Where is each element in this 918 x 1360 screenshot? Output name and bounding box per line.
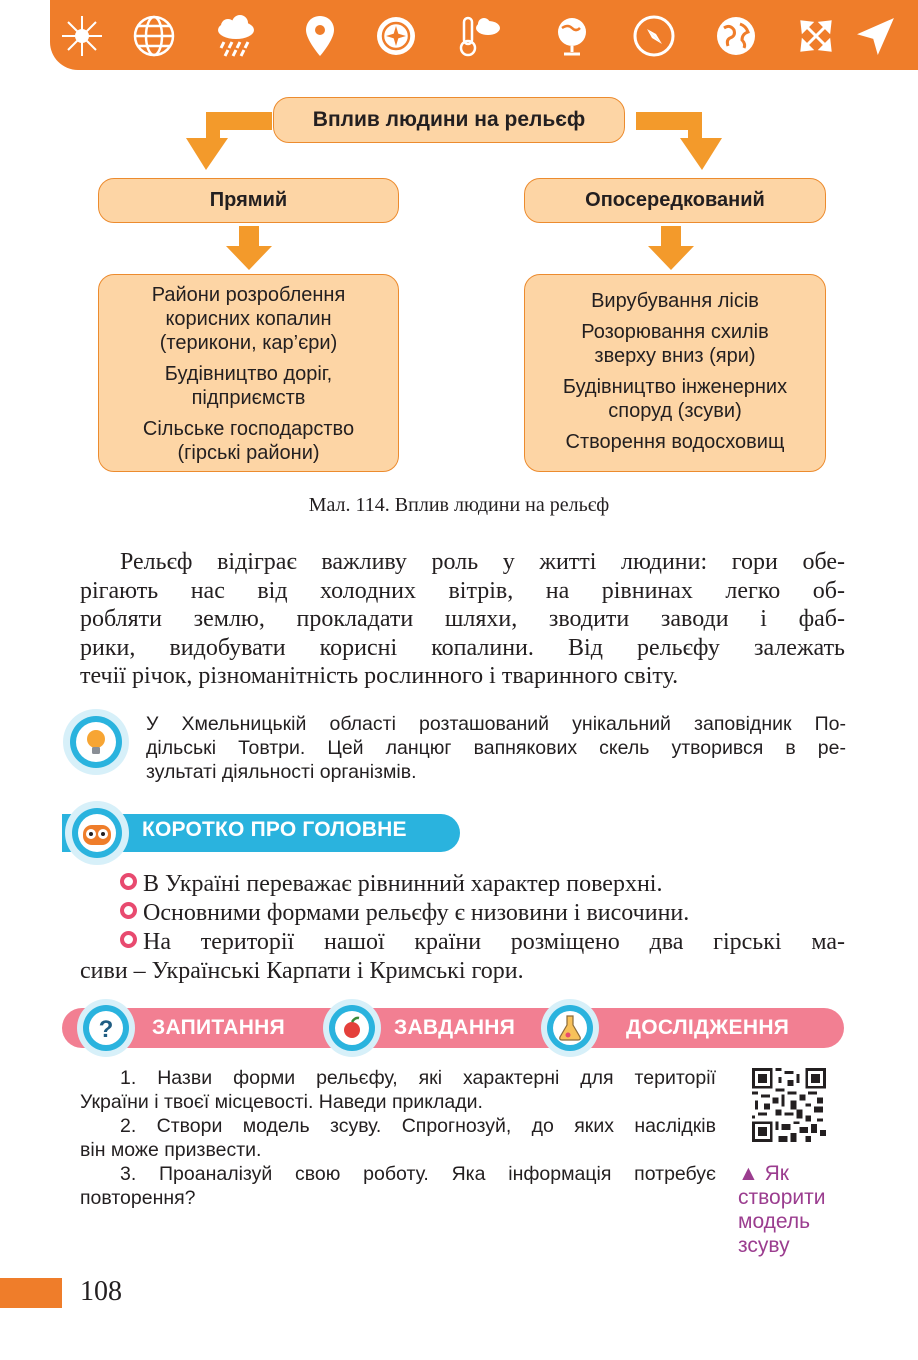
thermometer-cloud-icon [456, 12, 504, 60]
question-mark-icon [76, 998, 136, 1058]
qr-code-icon[interactable] [752, 1068, 826, 1142]
fact-line: У Хмельницькій області розташований унікальний заповідник По- [146, 713, 846, 735]
bullet-icon [120, 931, 137, 948]
questions-label: ЗАПИТАННЯ [152, 1016, 286, 1039]
summary-title: КОРОТКО ПРО ГОЛОВНЕ [142, 818, 407, 841]
fact-text [146, 712, 846, 784]
diagram-title: Вплив людини на рельєф [273, 97, 625, 143]
flask-icon [540, 998, 600, 1058]
arrow-left-icon [172, 108, 272, 172]
lightbulb-icon [62, 708, 130, 776]
diagram-item: Райони розроблення корисних копалин (терикони, кар’єри) [151, 284, 346, 354]
globe-grid-icon [130, 12, 178, 60]
location-pin-icon [296, 12, 344, 60]
qr-caption[interactable] [738, 1162, 848, 1258]
question-line: він може призвести. [80, 1139, 262, 1161]
diagram-item: Розорювання схилів зверху вниз (яри) [581, 321, 769, 367]
svg-text:?: ? [98, 1016, 114, 1043]
question-line: 1. Назви форми рельєфу, які характерні для території [120, 1067, 716, 1089]
diagram-item: Створення водосховищ [565, 431, 785, 453]
qr-caption-line: зсуву [738, 1234, 790, 1257]
qr-caption-line: модель [738, 1210, 811, 1233]
summary-bullet-text: сиви – Українські Карпати і Кримські гори. [80, 958, 524, 984]
fact-line: зультаті діяльності організмів. [146, 761, 417, 783]
direct-list [98, 274, 399, 472]
arrow-down-icon [648, 226, 694, 270]
rain-cloud-icon [212, 12, 260, 60]
arrow-down-icon [226, 226, 272, 270]
diagram-item: Вирубування лісів [591, 290, 759, 312]
arrow-right-icon [636, 108, 736, 172]
diagram-item: Будівництво доріг, підприємств [164, 363, 333, 409]
fact-line: дільські Товтри. Цей ланцюг вапнякових скель утворився в ре- [146, 737, 846, 759]
compass-rose-icon [58, 12, 106, 60]
summary-bullet-text: На території нашої країни розміщено два гірські ма- [143, 929, 845, 955]
directions-arrows-icon [792, 12, 840, 60]
tasks-label: ЗАВДАННЯ [394, 1016, 516, 1039]
direct-heading: Прямий [98, 178, 399, 223]
owl-icon [64, 800, 130, 866]
question-line: 3. Проаналізуй свою роботу. Яка інформація потребує [120, 1163, 716, 1185]
qr-caption-line: ▲ Як [738, 1162, 789, 1185]
summary-bullet-text: В Україні переважає рівнинний характер поверхні. [143, 871, 663, 897]
question-line: повторення? [80, 1187, 196, 1209]
main-paragraph [80, 548, 845, 691]
diagram-item: Сільське господарство (гірські райони) [142, 418, 355, 464]
indirect-list [524, 274, 826, 472]
research-label: ДОСЛІДЖЕННЯ [626, 1016, 790, 1039]
summary-bullet-line [80, 928, 845, 957]
paragraph-line: течії річок, різноманітність рослинного і тваринного світу. [80, 663, 679, 690]
summary-bullets [80, 870, 845, 986]
desk-globe-icon [548, 12, 596, 60]
paragraph-line: робляти землю, прокладати шляхи, зводити заводи і фаб- [80, 606, 845, 633]
summary-bullet-line [80, 957, 845, 986]
apple-icon [322, 998, 382, 1058]
paragraph-line: Рельєф відіграє важливу роль у житті людини: гори обе- [120, 549, 845, 575]
bullet-icon [120, 873, 137, 890]
question-line: України і твоєї місцевості. Наведи приклади. [80, 1091, 483, 1113]
summary-bullet-text: Основними формами рельєфу є низовини і височини. [143, 900, 690, 926]
paragraph-line: рігають нас від холодних вітрів, на рівнинах легко об- [80, 577, 845, 604]
page-tab [0, 1278, 62, 1308]
page-number: 108 [80, 1276, 122, 1307]
question-line: 2. Створи модель зсуву. Спрогнозуй, до яких наслідків [120, 1115, 716, 1137]
compass-needle-icon [630, 12, 678, 60]
navigation-arrow-icon [852, 12, 900, 60]
compass-circle-icon [372, 12, 420, 60]
indirect-heading: Опосередкований [524, 178, 826, 223]
earth-icon [712, 12, 760, 60]
qr-caption-line: створити [738, 1186, 826, 1209]
diagram-item: Будівництво інженерних споруд (зсуви) [562, 376, 788, 422]
bullet-icon [120, 902, 137, 919]
summary-bullet-line [80, 899, 845, 928]
questions-list [80, 1066, 716, 1210]
paragraph-line: рики, видобувати корисні копалини. Від рельєфу залежать [80, 634, 845, 661]
summary-bullet-line [80, 870, 845, 899]
figure-caption: Мал. 114. Вплив людини на рельєф [308, 494, 610, 516]
